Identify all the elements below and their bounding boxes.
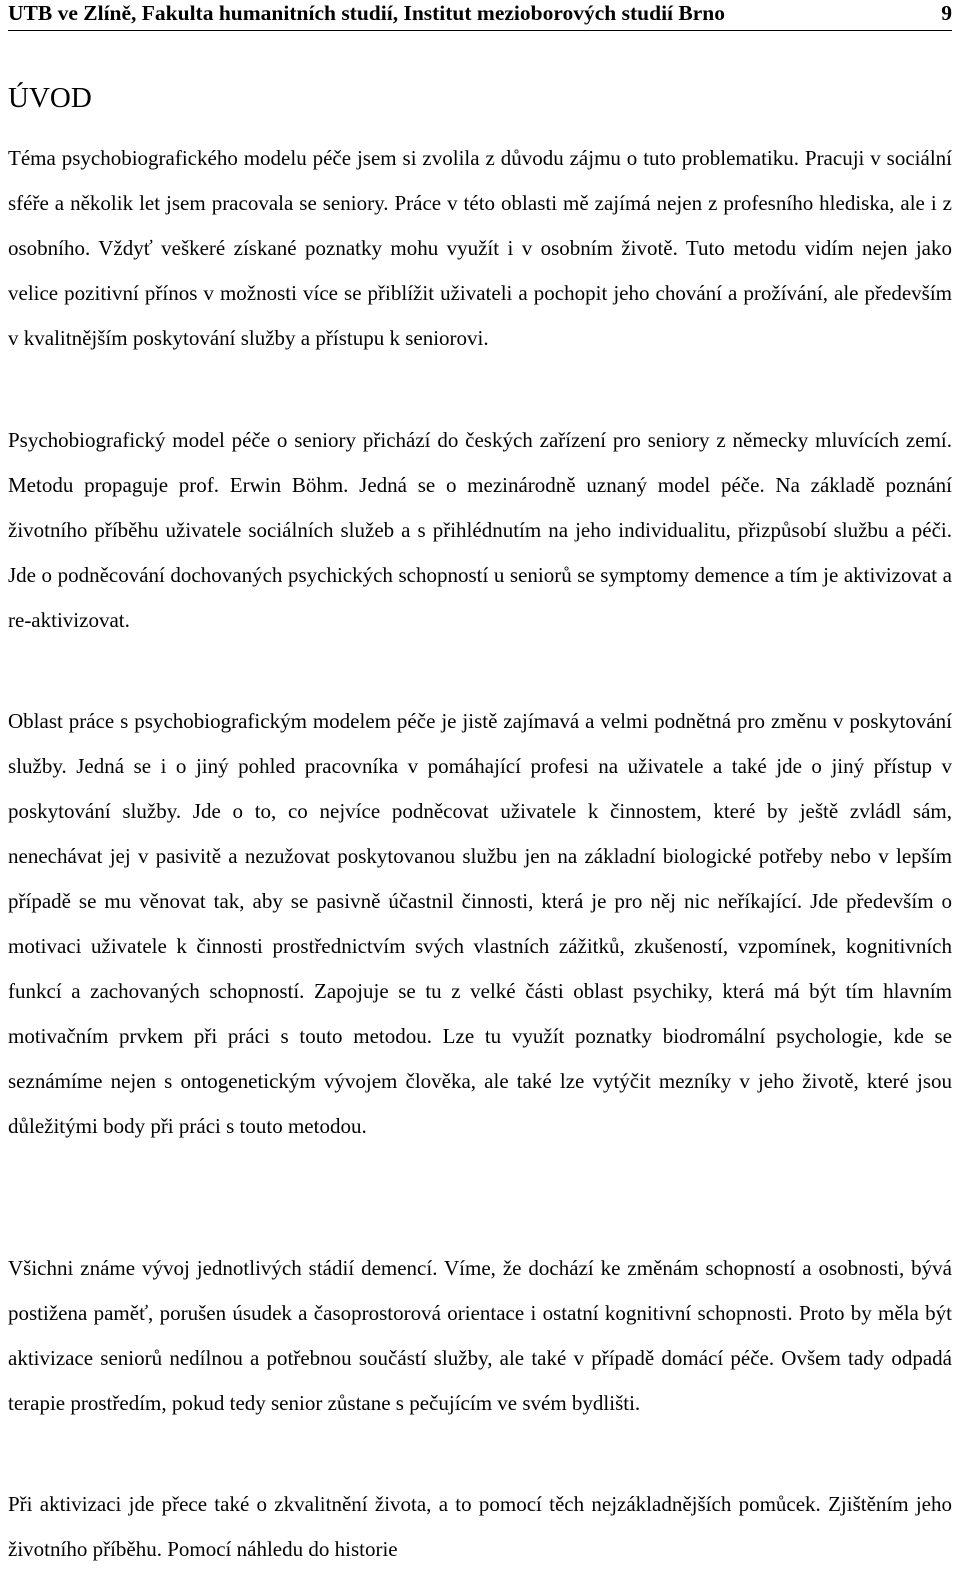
page-number: 9	[941, 1, 952, 25]
paragraph-5: Při aktivizaci jde přece také o zkvalitnění života, a to pomocí těch nejzákladnějších pomůcek. Zjištěním jeho životního příběhu. Pomocí náhledu do historie	[8, 1492, 952, 1561]
header-institution: UTB ve Zlíně, Fakulta humanitních studií, Institut mezioborových studií Brno	[8, 1, 725, 25]
section-title: ÚVOD	[8, 82, 92, 114]
paragraph-3: Oblast práce s psychobiografickým modelem péče je jistě zajímavá a velmi podnětná pro změnu v poskytování služby. Jedná se i o jiný pohled pracovníka v pomáhající profesi na uživatele a také jde o jiný přístup v poskytování služby. Jde o to, co nejvíce podněcovat uživatele k činnostem, které by ještě zvládl sám, nenechávat jej v pasivitě a nezužovat poskytovanou službu jen na základní biologické potřeby nebo v lepším případě se mu věnovat tak, aby se pasivně účastnil činnosti, která je pro něj nic neříkající. Jde především o motivaci uživatele k činnosti prostřednictvím svých vlastních zážitků, zkušeností, vzpomínek, kognitivních funkcí a zachovaných schopností. Zapojuje se tu z velké části oblast psychiky, která má být tím hlavním motivačním prvkem při práci s touto metodou. Lze tu využít poznatky biodromální psychologie, kde se seznámíme nejen s ontogenetickým vývojem člověka, ale také lze vytýčit mezníky v jeho životě, které jsou důležitými body při práci s touto metodou.	[8, 709, 952, 1138]
header-divider	[8, 30, 952, 31]
paragraph-2: Psychobiografický model péče o seniory přichází do českých zařízení pro seniory z německy mluvících zemí. Metodu propaguje prof. Erwin Böhm. Jedná se o mezinárodně uznaný model péče. Na základě poznání životního příběhu uživatele sociálních služeb a s přihlédnutím na jeho individualitu, přizpůsobí službu a péči. Jde o podněcování dochovaných psychických schopností u seniorů se symptomy demence a tím je aktivizovat a re-aktivizovat.	[8, 428, 952, 632]
page-header	[8, 0, 952, 26]
paragraph-4: Všichni známe vývoj jednotlivých stádií demencí. Víme, že dochází ke změnám schopností a osobnosti, bývá postižena paměť, porušen úsudek a časoprostorová orientace i ostatní kognitivní schopnosti. Proto by měla být aktivizace seniorů nedílnou a potřebnou součástí služby, ale také v případě domácí péče. Ovšem tady odpadá terapie prostředím, pokud tedy senior zůstane s pečujícím ve svém bydlišti.	[8, 1256, 952, 1415]
paragraph-1: Téma psychobiografického modelu péče jsem si zvolila z důvodu zájmu o tuto problematiku. Pracuji v sociální sféře a několik let jsem pracovala se seniory. Práce v této oblasti mě zajímá nejen z profesního hlediska, ale i z osobního. Vždyť veškeré získané poznatky mohu využít i v osobním životě. Tuto metodu vidím nejen jako velice pozitivní přínos v možnosti více se přiblížit uživateli a pochopit jeho chování a prožívání, ale především v kvalitnějším poskytování služby a přístupu k seniorovi.	[8, 146, 952, 350]
